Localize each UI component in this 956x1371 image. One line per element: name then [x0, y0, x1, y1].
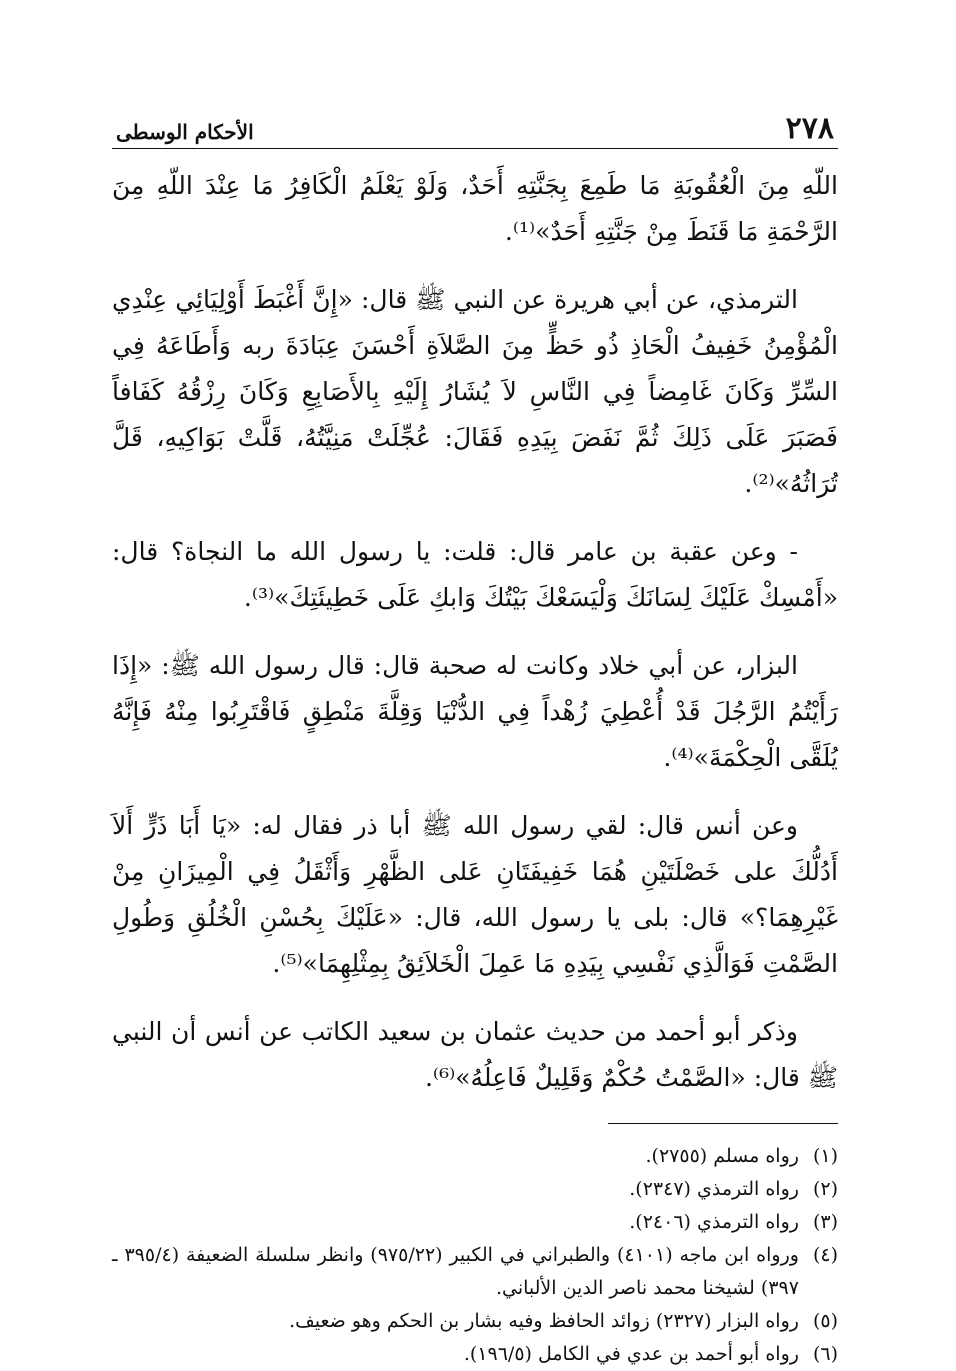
footnotes: [112, 1140, 838, 1371]
paragraph: اللّهِ مِنَ الْعُقُوبَةِ مَا طَمِعَ بِجَنَّتِهِ أَحَدٌ، وَلَوْ يَعْلَمُ الْكَافِرُ مَا عِنْدَ اللّهِ مِنَ الرَّحْمَةِ مَا قَنَطَ مِنْ جَنَّتِهِ أَحَدٌ»⁽¹⁾.: [112, 171, 838, 246]
footnote-text: رواه مسلم (٢٧٥٥).: [645, 1145, 799, 1167]
footnote: [112, 1338, 838, 1371]
paragraph: البزار، عن أبي خلاد وكانت له صحبة قال: قال رسول الله ﷺ: «إِذَا رَأَيْتُمُ الرَّجُلَ قَدْ أُعْطِيَ زُهْداً فِي الدُّنْيَا وَقِلَّةَ مَنْطِقٍ فَاقْتَرِبُوا مِنْهُ فَإِنَّهُ يُلَقَّى الْحِكْمَةَ»⁽⁴⁾.: [112, 651, 838, 772]
paragraph: - وعن عقبة بن عامر قال: قلت: يا رسول الله ما النجاة؟ قال: «أَمْسِكْ عَلَيْكَ لِسَانَكَ وَلْيَسَعْكَ بَيْتُكَ وَابكِ عَلَى خَطِيئَتِكَ»⁽³⁾.: [112, 537, 838, 612]
footnote: [112, 1305, 838, 1338]
running-title: الأحكام الوسطى: [116, 120, 254, 144]
footnote: [112, 1140, 838, 1173]
footnote-number: (٤): [812, 1244, 838, 1266]
footnote-text: رواه أبو أحمد بن عدي في الكامل (١٩٦/٥).: [463, 1343, 799, 1365]
footnote-number: (٥): [812, 1310, 838, 1332]
footnote: [112, 1239, 838, 1305]
footnote-number: (٣): [812, 1211, 838, 1233]
footnote-text: ورواه ابن ماجه (٤١٠١) والطبراني في الكبير (٩٧٥/٢٢) وانظر سلسلة الضعيفة (٣٩٥/٤ ـ ٣٩٧) لشيخنا محمد ناصر الدين الألباني.: [112, 1244, 799, 1299]
main-text: [112, 163, 838, 1101]
paragraph: الترمذي، عن أبي هريرة عن النبي ﷺ قال: «إِنَّ أَغْبَطَ أَوْلِيَائِي عِنْدِي الْمُؤْمِنُ خَفِيفُ الْحَاذِ ذُو حَظٍّ مِنَ الصَّلاَةِ أَحْسَنَ عِبَادَةَ ربه وَأَطَاعَهُ فِي السِّرِّ وَكَانَ غَامِضاً فِي النَّاسِ لاَ يُشَارُ إِلَيْهِ بِالأَصَابِعِ وَكَانَ رِزْقُهُ كَفَافاً فَصَبَرَ عَلَى ذَلِكَ ثُمَّ نَفَضَ بِيَدِهِ فَقَالَ: عُجِّلَتْ مَنِيَّتُهُ، قَلَّتْ بَوَاكِيهِ، قَلَّ تُرَاثُهُ»⁽²⁾.: [112, 285, 838, 498]
footnote: [112, 1206, 838, 1239]
footnote: [112, 1173, 838, 1206]
footnote-number: (٦): [812, 1343, 838, 1365]
page-header: [112, 100, 838, 149]
footnote-number: (١): [812, 1145, 838, 1167]
page-number: ٢٧٨: [785, 111, 834, 146]
book-page: [112, 100, 838, 1371]
footnote-text: رواه الترمذي (٢٤٠٦).: [629, 1211, 799, 1233]
footnote-text: رواه الترمذي (٢٣٤٧).: [629, 1178, 799, 1200]
footnote-text: رواه البزار (٢٣٢٧) زوائد الحافظ وفيه بشار بن الحكم وهو ضعيف.: [289, 1310, 799, 1332]
footnote-number: (٢): [812, 1178, 838, 1200]
paragraph: وذكر أبو أحمد من حديث عثمان بن سعيد الكاتب عن أنس أن النبي ﷺ قال: «الصَّمْتُ حُكْمٌ وَقَلِيلٌ فَاعِلُهُ»⁽⁶⁾.: [112, 1017, 838, 1092]
footnote-separator: [608, 1123, 838, 1124]
paragraph: وعن أنس قال: لقي رسول الله ﷺ أبا ذر فقال له: «يَا أَبَا ذَرٍّ أَلاَ أَدُلُّكَ على خَصْلَتَيْنِ هُمَا خَفِيفَتَانِ عَلى الظَّهْرِ وَأَثْقَلُ فِي الْمِيزَانِ مِنْ غَيْرِهِمَا؟» قال: بلى يا رسول الله، قال: «عَلَيْكَ بِحُسْنِ الْخُلُقِ وَطُولِ الصَّمْتِ فَوَالَّذِي نَفْسِي بِيَدِهِ مَا عَمِلَ الْخَلاَئِقُ بِمِثْلِهِمَا»⁽⁵⁾.: [112, 811, 838, 978]
